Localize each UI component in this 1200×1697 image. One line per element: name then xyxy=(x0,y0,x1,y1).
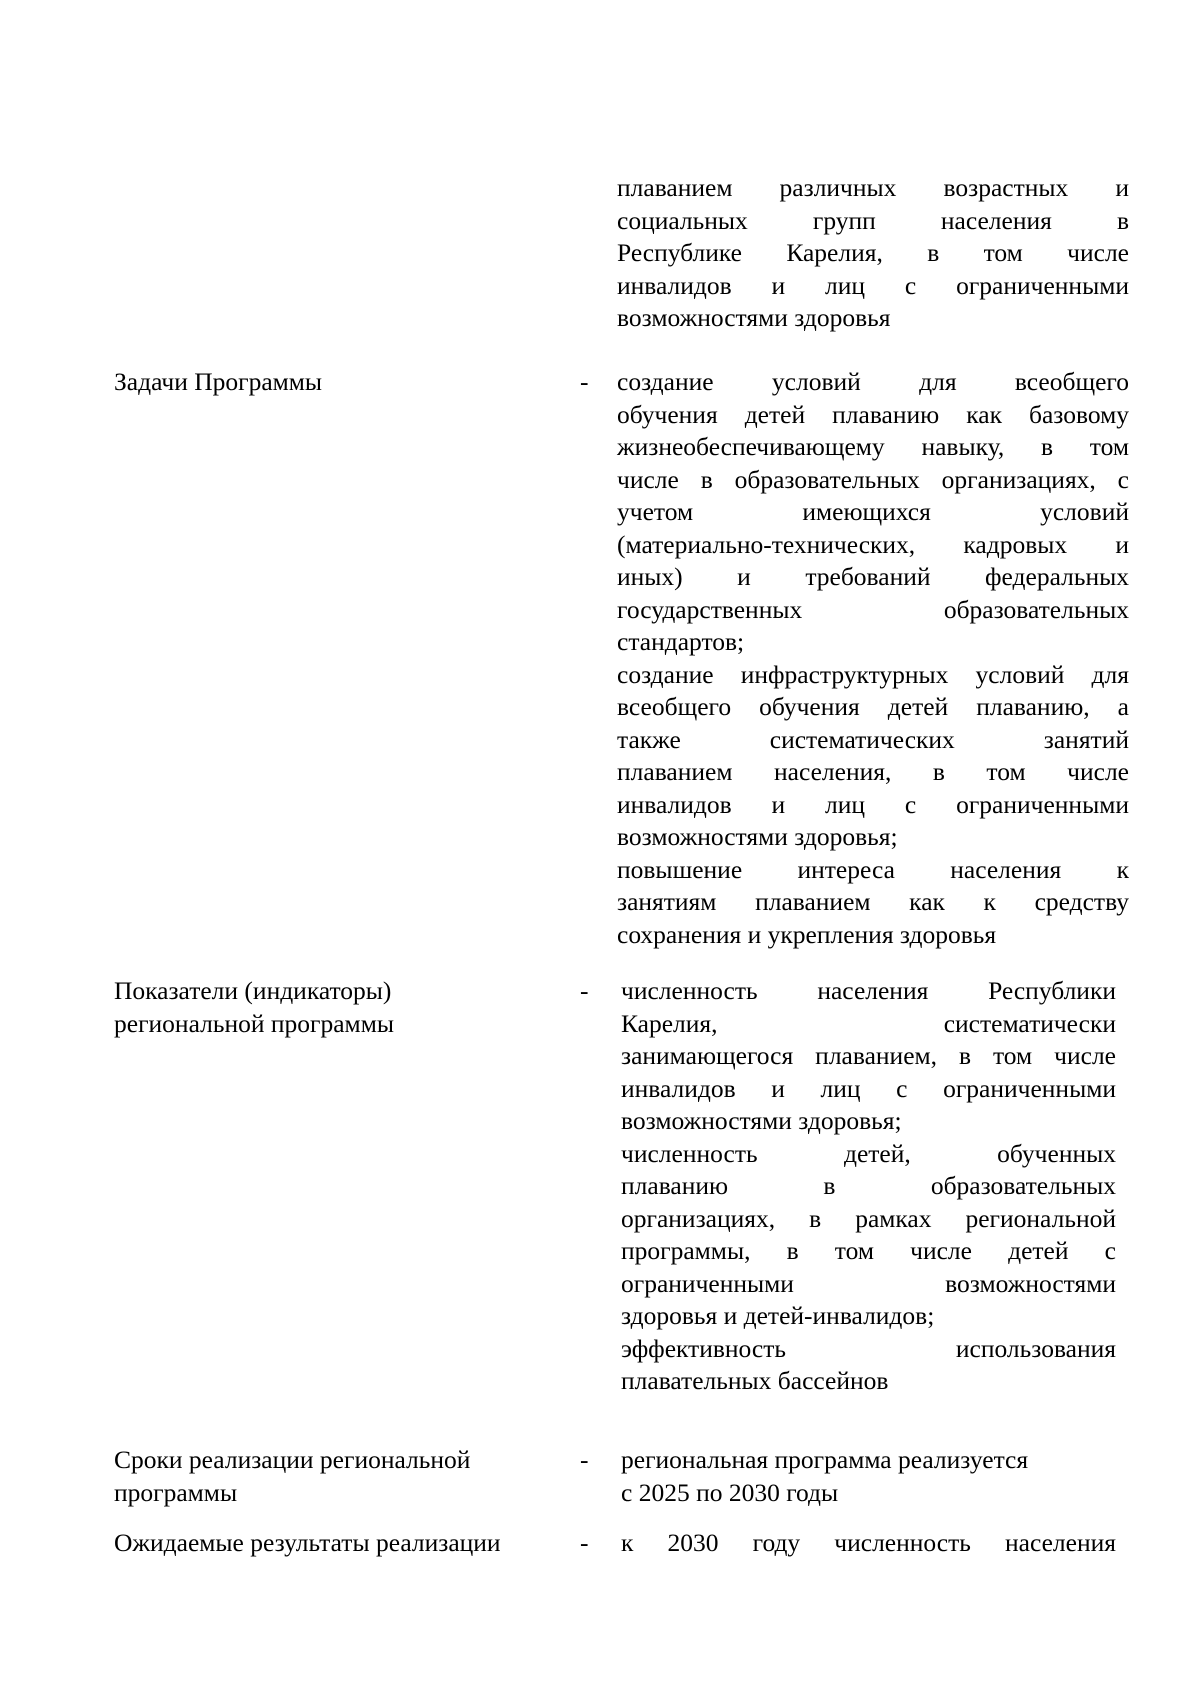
row-label xyxy=(114,975,554,1040)
text-line: сохранения и укрепления здоровья xyxy=(617,919,997,949)
row-label-line: Задачи Программы xyxy=(114,367,323,396)
text-line: численность детей, обученных xyxy=(621,1138,1116,1168)
row-label-line: Показатели (индикаторы) xyxy=(114,976,392,1005)
text-line: жизнеобеспечивающему навыку, в том xyxy=(617,432,1129,461)
row-value xyxy=(621,975,1116,1398)
text-line: обучения детей плаванию как базовому xyxy=(617,399,1129,429)
text-line: стандартов; xyxy=(617,627,745,656)
text-line: инвалидов и лиц с ограниченными xyxy=(617,789,1129,819)
text-line: возможностями здоровья; xyxy=(621,1106,902,1135)
text-line: программы, в том числе детей с xyxy=(621,1236,1116,1265)
text-line: государственных образовательных xyxy=(617,594,1129,624)
text-line: инвалидов и лиц с ограниченными xyxy=(621,1073,1116,1103)
text-line: плаванию в образовательных xyxy=(621,1171,1116,1200)
text-line: учетом имеющихся условий xyxy=(617,497,1129,526)
text-line: социальных групп населения в xyxy=(617,205,1129,235)
row-label-line: программы xyxy=(114,1477,238,1507)
row-value xyxy=(621,1527,1116,1560)
row-dash: - xyxy=(580,367,589,396)
text-line: численность населения Республики xyxy=(621,976,1116,1005)
text-line: иных) и требований федеральных xyxy=(617,562,1129,591)
text-line: инвалидов и лиц с ограниченными xyxy=(617,270,1129,300)
text-line: эффективность использования xyxy=(621,1333,1116,1363)
text-line: к 2030 году численность населения xyxy=(621,1528,1116,1557)
text-line: возможностями здоровья; xyxy=(617,822,898,851)
text-line: также систематических занятий xyxy=(617,724,1129,754)
text-line: создание условий для всеобщего xyxy=(617,367,1129,396)
text-line: Республике Карелия, в том числе xyxy=(617,238,1129,267)
text-line: создание инфраструктурных условий для xyxy=(617,659,1129,689)
row-label-line: региональной программы xyxy=(114,1008,394,1038)
text-line: плаванием населения, в том числе xyxy=(617,757,1129,786)
row-dash: - xyxy=(580,1528,589,1557)
text-line: здоровья и детей-инвалидов; xyxy=(621,1301,935,1330)
text-line: организациях, в рамках региональной xyxy=(621,1203,1116,1233)
text-line: числе в образовательных организациях, с xyxy=(617,464,1129,494)
row-dash: - xyxy=(580,976,589,1005)
text-line: плаванием различных возрастных и xyxy=(617,173,1129,202)
row-value xyxy=(621,1444,1116,1509)
row-label xyxy=(114,1527,554,1560)
row-label xyxy=(114,1444,554,1509)
text-line: с 2025 по 2030 годы xyxy=(621,1477,839,1507)
text-line: повышение интереса населения к xyxy=(617,854,1129,884)
row-label-line: Сроки реализации региональной xyxy=(114,1445,471,1474)
text-line: занятиям плаванием как к средству xyxy=(617,887,1129,916)
text-line: всеобщего обучения детей плаванию, а xyxy=(617,692,1129,721)
text-line: (материально-технических, кадровых и xyxy=(617,529,1129,559)
row-label-line: Ожидаемые результаты реализации xyxy=(114,1528,501,1557)
text-line: Карелия, систематически xyxy=(621,1008,1116,1038)
row-dash: - xyxy=(580,1445,589,1474)
text-line: ограниченными возможностями xyxy=(621,1268,1116,1298)
text-line: региональная программа реализуется xyxy=(621,1445,1029,1474)
continuation-text xyxy=(617,172,1129,335)
text-line: занимающегося плаванием, в том числе xyxy=(621,1041,1116,1070)
row-label xyxy=(114,366,554,399)
row-value xyxy=(617,366,1129,951)
text-line: плавательных бассейнов xyxy=(621,1366,889,1395)
text-line: возможностями здоровья xyxy=(617,303,891,332)
